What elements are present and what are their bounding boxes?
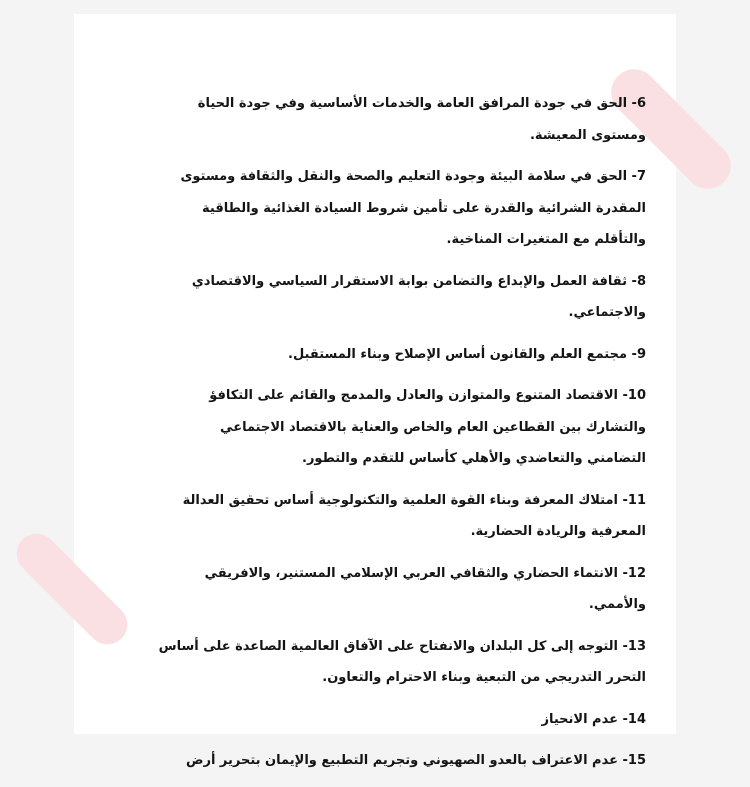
document-page [74, 14, 676, 768]
list-item-10 [104, 380, 646, 475]
list-item-12 [104, 558, 646, 621]
text-line: المقدرة الشرائية والقدرة على تأمين شروط السيادة الغذائية والطاقية [202, 200, 646, 216]
list-item-15 [104, 745, 646, 777]
text-line: التحرر التدريجي من التبعية وبناء الاحترام والتعاون. [322, 670, 646, 685]
text-line: والتأقلم مع المتغيرات المناخية. [446, 232, 646, 247]
list-item-7 [104, 161, 646, 256]
list-item-9 [104, 339, 646, 371]
text-line: 14- عدم الانحياز [541, 711, 646, 727]
text-line: 8- ثقافة العمل والإبداع والتضامن بوابة الاستقرار السياسي والاقتصادي [191, 273, 646, 289]
text-line: 9- مجتمع العلم والقانون أساس الإصلاح وبناء المستقبل. [288, 346, 646, 362]
list-item-11 [104, 485, 646, 548]
text-line: 15- عدم الاعتراف بالعدو الصهيوني وتجريم التطبيع والإيمان بتحرير أرض [185, 753, 646, 768]
text-line: والاجتماعي. [568, 305, 646, 320]
text-line: 12- الانتماء الحضاري والثقافي العربي الإسلامي المستنير، والافريقي [204, 565, 646, 581]
list-item-8 [104, 266, 646, 329]
text-line: والأممي. [588, 597, 646, 612]
list-item-6 [104, 88, 646, 151]
text-line: ومستوى المعيشة. [529, 127, 646, 143]
principles-list [104, 88, 646, 787]
text-line: والتشارك بين القطاعين العام والخاص والعناية بالاقتصاد الاجتماعي [220, 419, 646, 435]
list-item-13 [104, 631, 646, 694]
text-line: التضامني والتعاضدي والأهلي كأساس للتقدم والتطور. [302, 451, 646, 466]
text-line: 11- امتلاك المعرفة وبناء القوة العلمية والتكنولوجية أساس تحقيق العدالة [182, 492, 646, 508]
text-line: المعرفية والريادة الحضارية. [470, 524, 646, 539]
list-item-14 [104, 704, 646, 736]
text-line: 7- الحق في سلامة البيئة وجودة التعليم والصحة والنقل والثقافة ومستوى [180, 169, 646, 184]
text-line: 10- الاقتصاد المتنوع والمتوازن والعادل والمدمج والقائم على التكافؤ [209, 388, 646, 403]
text-line: 6- الحق في جودة المرافق العامة والخدمات الأساسية وفي جودة الحياة [197, 96, 646, 111]
text-line: 13- التوجه إلى كل البلدان والانفتاح على الآفاق العالمية الصاعدة على أساس [158, 638, 646, 654]
